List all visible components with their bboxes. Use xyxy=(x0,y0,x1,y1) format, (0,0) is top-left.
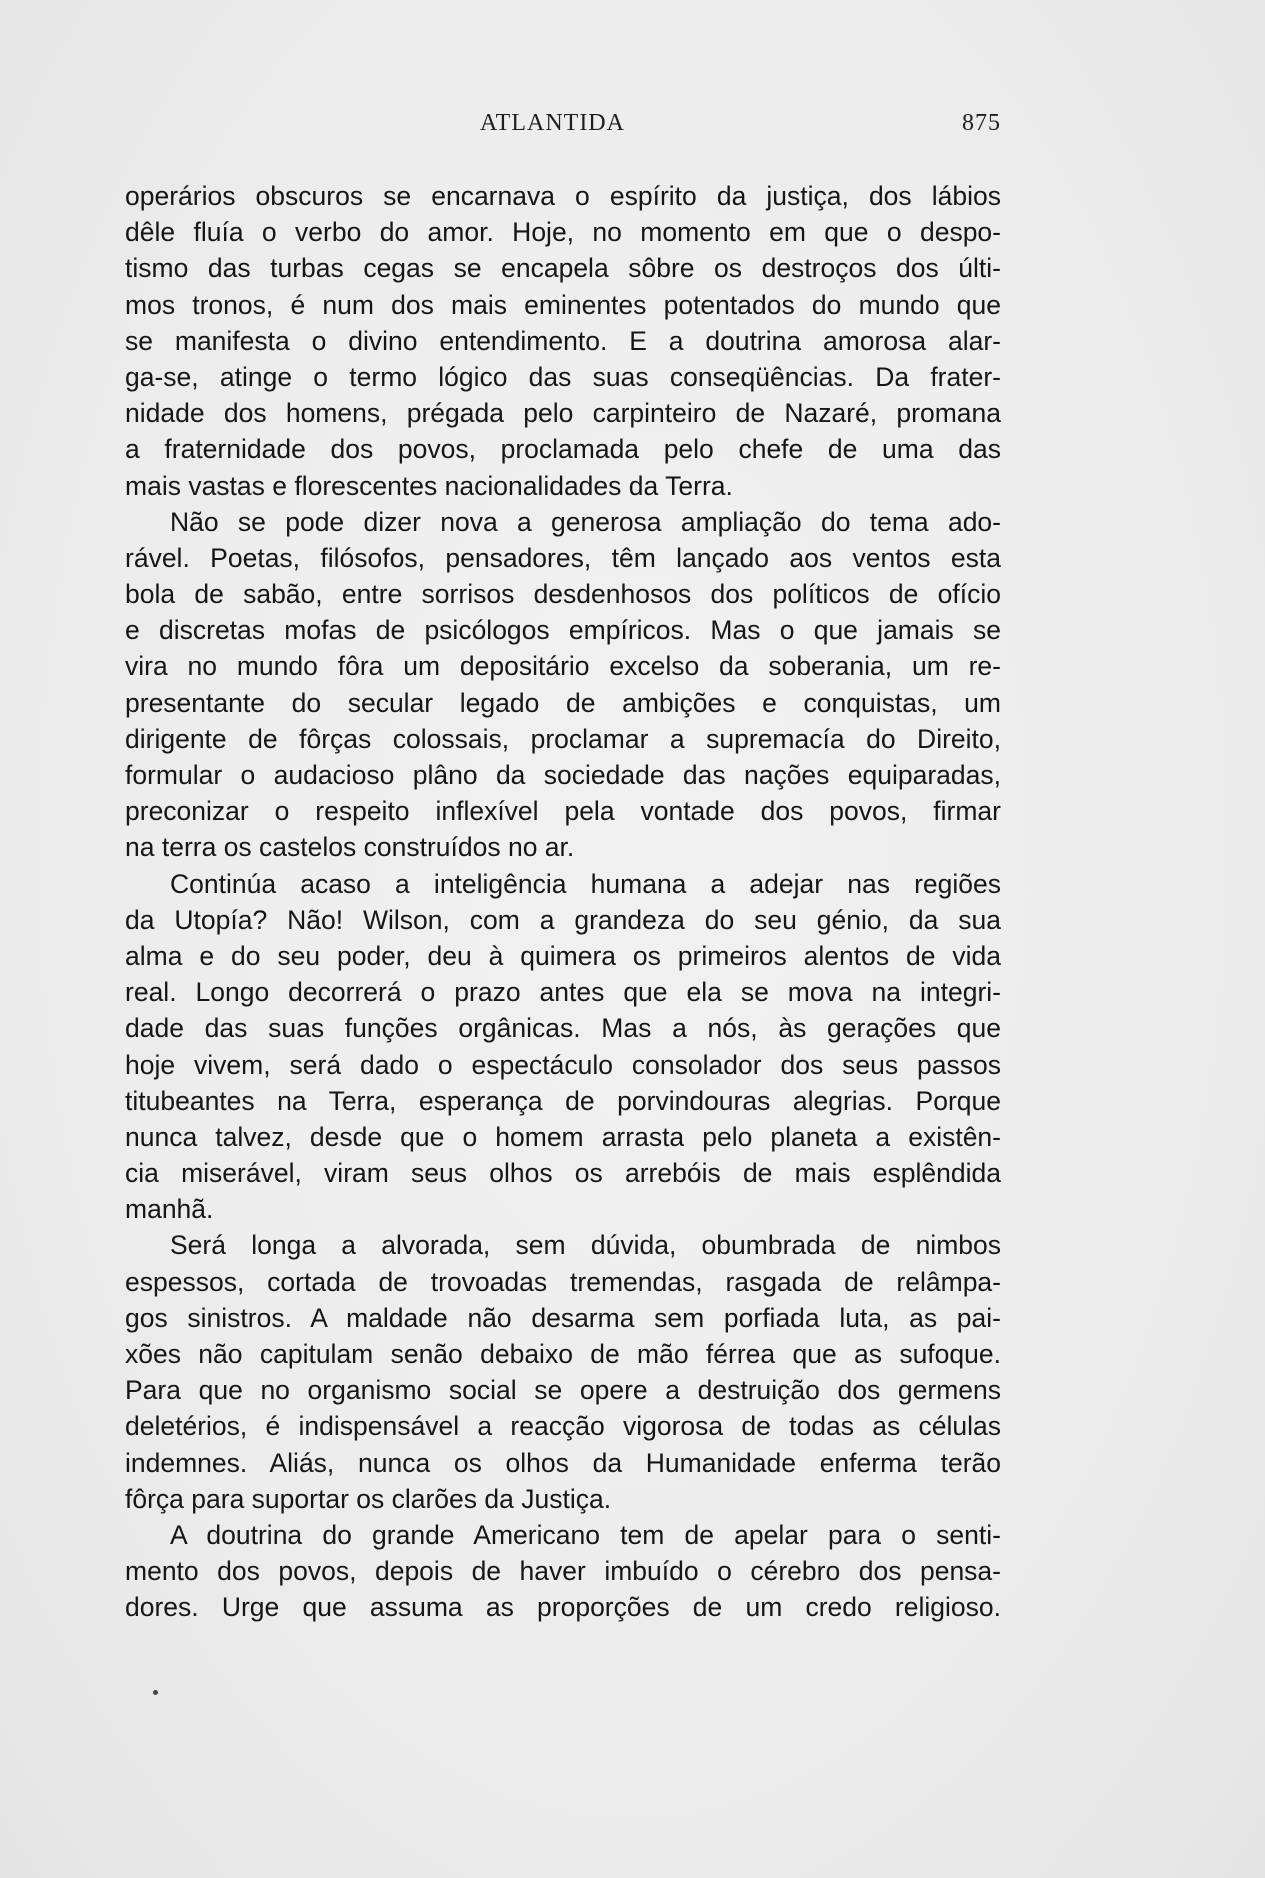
body-text xyxy=(125,178,1001,1626)
text-line: rável. Poetas, filósofos, pensadores, têm lançado aos ventos esta xyxy=(125,542,1001,573)
text-line: mos tronos, é num dos mais eminentes potentados do mundo que xyxy=(125,289,1001,320)
text-line: gos sinistros. A maldade não desarma sem porfiada luta, as pai- xyxy=(125,1302,1001,1333)
running-head xyxy=(125,110,1001,144)
text-line: Não se pode dizer nova a generosa ampliação do tema ado- xyxy=(170,506,1001,537)
text-line: dores. Urge que assuma as proporções de um credo religioso. xyxy=(125,1592,1001,1623)
text-line: indemnes. Aliás, nunca os olhos da Humanidade enferma terão xyxy=(125,1447,1001,1478)
text-line: titubeantes na Terra, esperança de porvindouras alegrias. Porque xyxy=(125,1085,1001,1116)
text-line: e discretas mofas de psicólogos empíricos. Mas o que jamais se xyxy=(125,615,1001,646)
text-line: real. Longo decorrerá o prazo antes que ela se mova na integri- xyxy=(125,977,1001,1008)
text-line: cia miserável, viram seus olhos os arrebóis de mais esplêndida xyxy=(125,1158,1001,1189)
ink-speck xyxy=(153,1690,158,1695)
text-line: bola de sabão, entre sorrisos desdenhosos dos políticos de ofício xyxy=(125,579,1001,610)
text-line: Para que no organismo social se opere a destruição dos germens xyxy=(125,1375,1001,1406)
text-line: a fraternidade dos povos, proclamada pelo chefe de uma das xyxy=(125,434,1001,465)
text-line: fôrça para suportar os clarões da Justiça. xyxy=(125,1483,612,1514)
text-line: operários obscuros se encarnava o espírito da justiça, dos lábios xyxy=(125,181,1001,211)
text-line: deletérios, é indispensável a reacção vigorosa de todas as células xyxy=(125,1411,1001,1442)
text-line: A doutrina do grande Americano tem de apelar para o senti- xyxy=(170,1519,1001,1550)
text-line: preconizar o respeito inflexível pela vontade dos povos, firmar xyxy=(125,796,1001,827)
text-line: manhã. xyxy=(125,1194,214,1225)
text-line: se manifesta o divino entendimento. E a doutrina amorosa alar- xyxy=(125,325,1001,356)
text-line: Continúa acaso a inteligência humana a adejar nas regiões xyxy=(170,868,1001,899)
text-line: nidade dos homens, prégada pelo carpinteiro de Nazaré, promana xyxy=(125,398,1001,429)
text-line: presentante do secular legado de ambições e conquistas, um xyxy=(125,687,1001,718)
text-line: mais vastas e florescentes nacionalidades da Terra. xyxy=(125,470,733,501)
text-line: alma e do seu poder, deu à quimera os primeiros alentos de vida xyxy=(125,940,1001,971)
text-line: dêle fluía o verbo do amor. Hoje, no momento em que o despo- xyxy=(125,217,1001,248)
text-line: Será longa a alvorada, sem dúvida, obumbrada de nimbos xyxy=(170,1230,1001,1261)
text-line: tismo das turbas cegas se encapela sôbre os destroços dos últi- xyxy=(125,253,1001,284)
text-line: dirigente de fôrças colossais, proclamar a supremacía do Direito, xyxy=(125,723,1001,754)
text-line: na terra os castelos construídos no ar. xyxy=(125,832,575,863)
text-line: vira no mundo fôra um depositário excelso da soberania, um re- xyxy=(125,651,1001,682)
text-line: da Utopía? Não! Wilson, com a grandeza do seu génio, da sua xyxy=(125,904,1001,935)
text-line: hoje vivem, será dado o espectáculo consolador dos seus passos xyxy=(125,1049,1001,1080)
page-number: 875 xyxy=(962,110,1001,136)
text-line: espessos, cortada de trovoadas tremendas, rasgada de relâmpa- xyxy=(125,1266,1001,1297)
text-line: dade das suas funções orgânicas. Mas a nós, às gerações que xyxy=(125,1013,1001,1044)
text-line: formular o audacioso plâno da sociedade das nações equiparadas, xyxy=(125,760,1001,790)
text-line: nunca talvez, desde que o homem arrasta pelo planeta a existên- xyxy=(125,1121,1001,1152)
running-title: ATLANTIDA xyxy=(480,110,625,136)
text-line: xões não capitulam senão debaixo de mão férrea que as sufoque. xyxy=(125,1339,1001,1369)
text-line: ga-se, atinge o termo lógico das suas conseqüências. Da frater- xyxy=(125,361,1001,392)
text-line: mento dos povos, depois de haver imbuído o cérebro dos pensa- xyxy=(125,1556,1001,1587)
